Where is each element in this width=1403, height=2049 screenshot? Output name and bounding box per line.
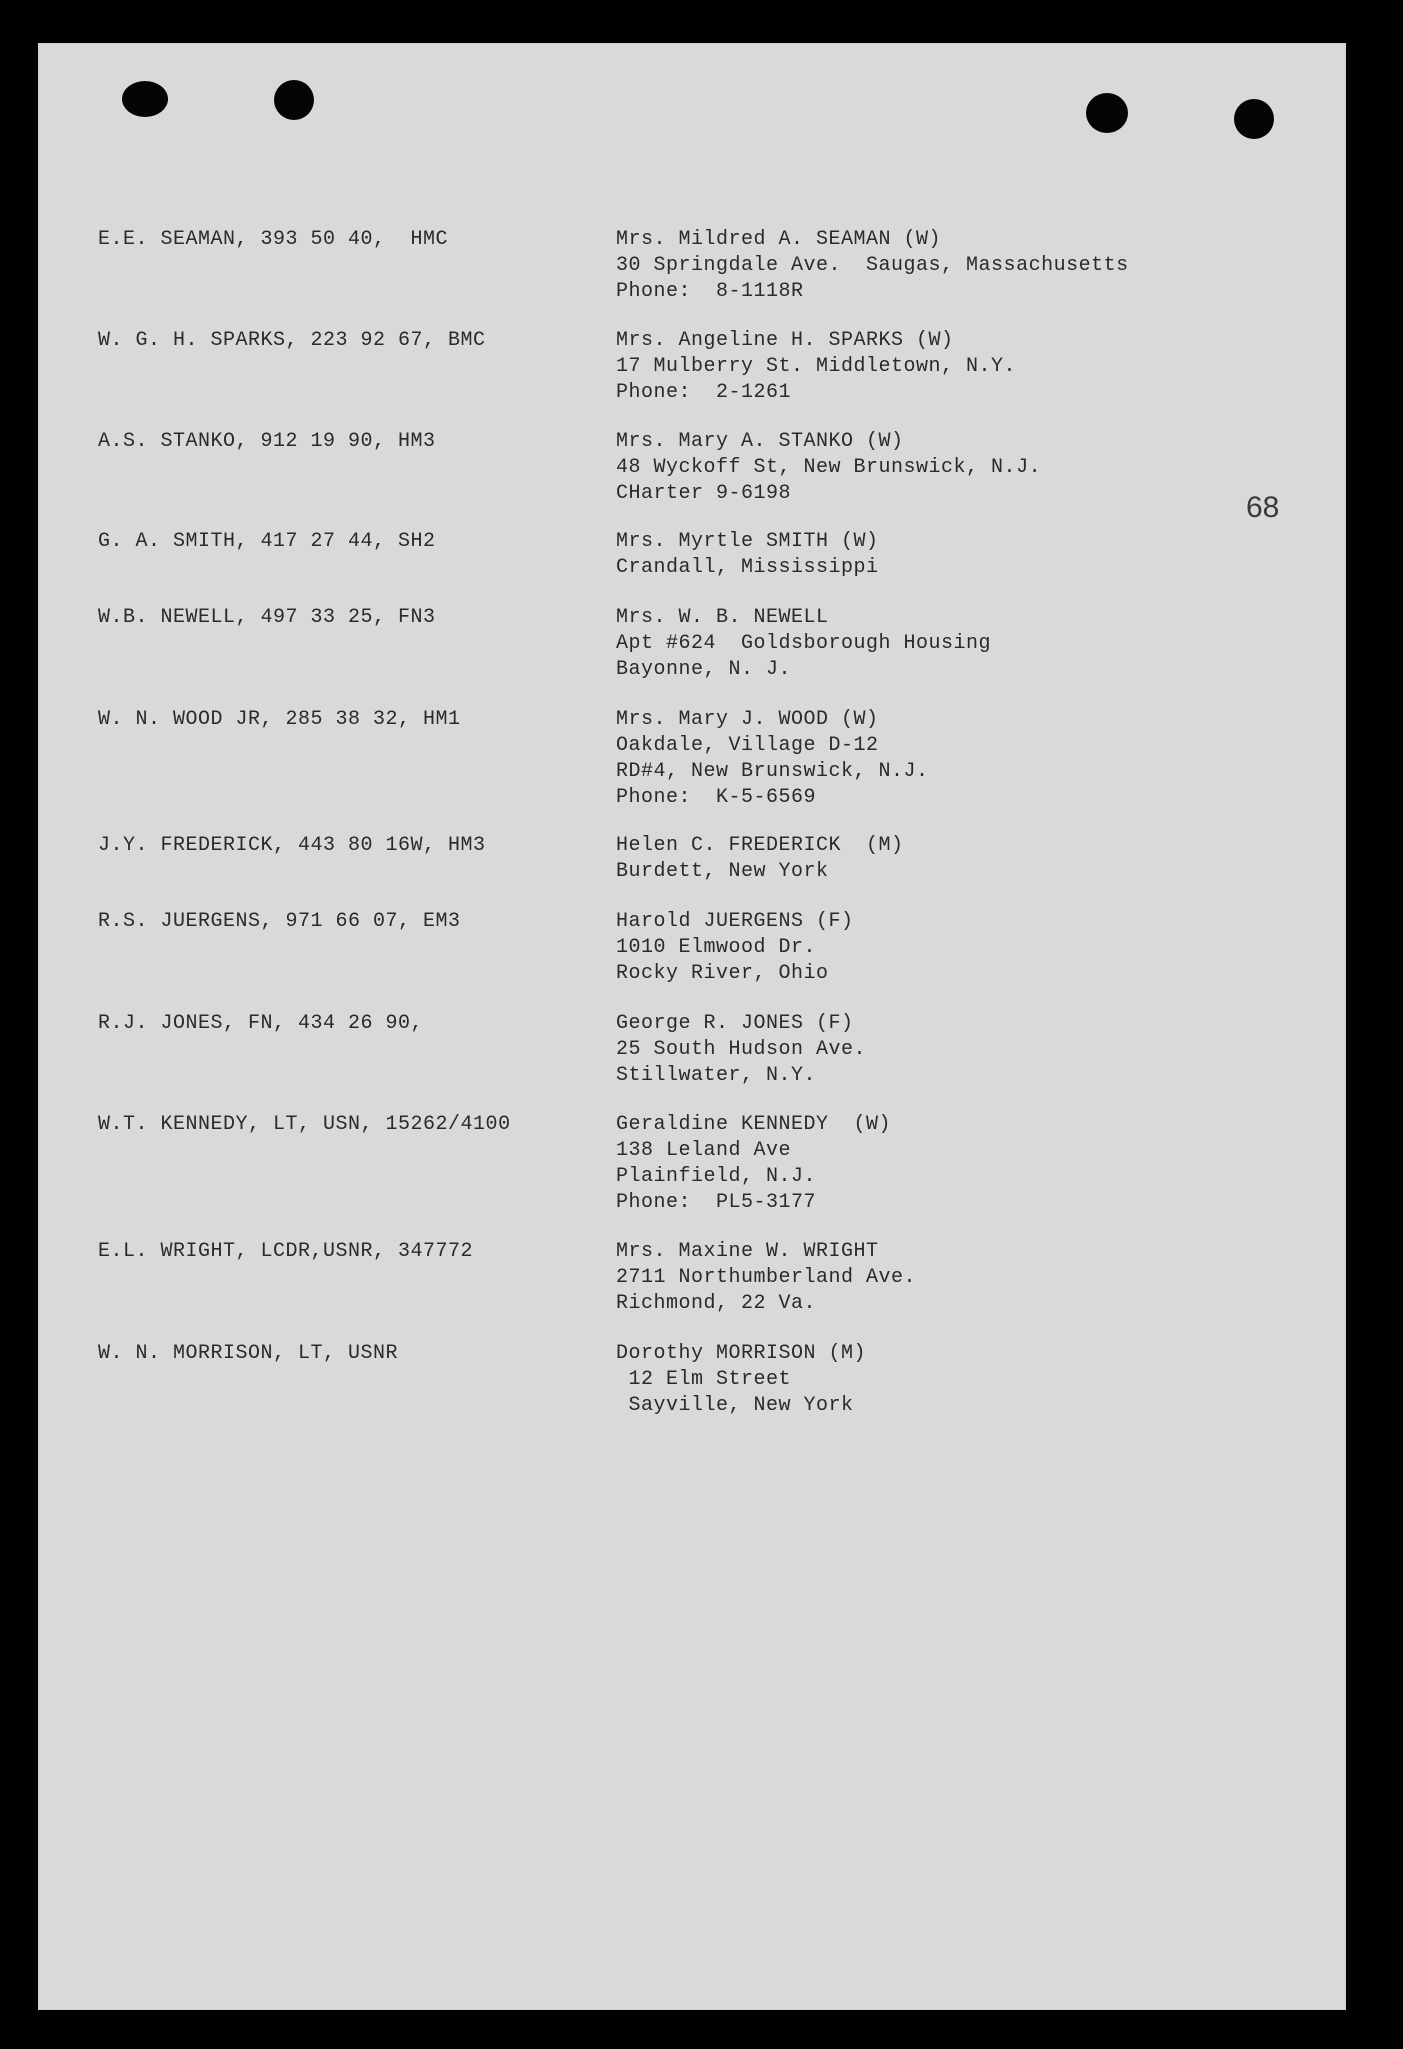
contact-line: Mrs. Maxine W. WRIGHT bbox=[616, 1240, 879, 1263]
contact-line: Mrs. W. B. NEWELL bbox=[616, 606, 829, 629]
punch-hole bbox=[1234, 99, 1274, 139]
next-of-kin bbox=[616, 707, 929, 811]
contact-line: Mrs. Myrtle SMITH (W) bbox=[616, 530, 879, 553]
next-of-kin bbox=[616, 605, 991, 683]
serviceman-name: R.S. JUERGENS, 971 66 07, EM3 bbox=[98, 910, 461, 933]
contact-line: Plainfield, N.J. bbox=[616, 1165, 817, 1188]
serviceman-name: W.B. NEWELL, 497 33 25, FN3 bbox=[98, 606, 436, 629]
contact-line: RD#4, New Brunswick, N.J. bbox=[616, 760, 929, 783]
serviceman-name: W. N. MORRISON, LT, USNR bbox=[98, 1342, 399, 1365]
next-of-kin bbox=[616, 1341, 866, 1419]
contact-line: 30 Springdale Ave. Saugas, Massachusetts bbox=[616, 254, 1129, 277]
punch-hole bbox=[1086, 93, 1128, 133]
next-of-kin bbox=[616, 1239, 916, 1317]
contact-line: 1010 Elmwood Dr. bbox=[616, 936, 817, 959]
contact-line: Richmond, 22 Va. bbox=[616, 1292, 817, 1315]
contact-line: Mrs. Mary A. STANKO (W) bbox=[616, 430, 904, 453]
contact-line: Mrs. Angeline H. SPARKS (W) bbox=[616, 329, 954, 352]
punch-hole bbox=[122, 81, 168, 117]
contact-line: George R. JONES (F) bbox=[616, 1012, 854, 1035]
contact-line: Geraldine KENNEDY (W) bbox=[616, 1113, 892, 1136]
serviceman-name: W. N. WOOD JR, 285 38 32, HM1 bbox=[98, 708, 461, 731]
serviceman-name: E.L. WRIGHT, LCDR,USNR, 347772 bbox=[98, 1240, 474, 1263]
page-number: 68 bbox=[1246, 491, 1280, 524]
contact-line: Phone: K-5-6569 bbox=[616, 786, 817, 809]
contact-line: Sayville, New York bbox=[616, 1394, 854, 1417]
serviceman-name: G. A. SMITH, 417 27 44, SH2 bbox=[98, 530, 436, 553]
contact-line: Mrs. Mary J. WOOD (W) bbox=[616, 708, 879, 731]
contact-line: Burdett, New York bbox=[616, 860, 829, 883]
next-of-kin bbox=[616, 328, 1016, 406]
punch-hole bbox=[274, 80, 314, 120]
next-of-kin bbox=[616, 909, 854, 987]
contact-line: Rocky River, Ohio bbox=[616, 962, 829, 985]
next-of-kin bbox=[616, 529, 879, 581]
contact-line: Mrs. Mildred A. SEAMAN (W) bbox=[616, 228, 942, 251]
serviceman-name: A.S. STANKO, 912 19 90, HM3 bbox=[98, 430, 436, 453]
serviceman-name: R.J. JONES, FN, 434 26 90, bbox=[98, 1012, 424, 1035]
contact-line: Stillwater, N.Y. bbox=[616, 1064, 817, 1087]
serviceman-name: E.E. SEAMAN, 393 50 40, HMC bbox=[98, 228, 449, 251]
contact-line: Phone: PL5-3177 bbox=[616, 1191, 817, 1214]
contact-line: 48 Wyckoff St, New Brunswick, N.J. bbox=[616, 456, 1042, 479]
serviceman-name: J.Y. FREDERICK, 443 80 16W, HM3 bbox=[98, 834, 486, 857]
next-of-kin bbox=[616, 833, 904, 885]
contact-line: Harold JUERGENS (F) bbox=[616, 910, 854, 933]
next-of-kin bbox=[616, 227, 1129, 305]
serviceman-name: W.T. KENNEDY, LT, USN, 15262/4100 bbox=[98, 1113, 511, 1136]
contact-line: CHarter 9-6198 bbox=[616, 482, 792, 505]
contact-line: 25 South Hudson Ave. bbox=[616, 1038, 867, 1061]
contact-line: 12 Elm Street bbox=[616, 1368, 792, 1391]
contact-line: Crandall, Mississippi bbox=[616, 556, 879, 579]
contact-line: Phone: 2-1261 bbox=[616, 381, 792, 404]
next-of-kin bbox=[616, 1112, 891, 1216]
contact-line: 17 Mulberry St. Middletown, N.Y. bbox=[616, 355, 1017, 378]
contact-line: Dorothy MORRISON (M) bbox=[616, 1342, 867, 1365]
serviceman-name: W. G. H. SPARKS, 223 92 67, BMC bbox=[98, 329, 486, 352]
next-of-kin bbox=[616, 429, 1041, 507]
contact-line: 138 Leland Ave bbox=[616, 1139, 792, 1162]
contact-line: Phone: 8-1118R bbox=[616, 280, 804, 303]
document-page bbox=[38, 43, 1346, 2010]
contact-line: Helen C. FREDERICK (M) bbox=[616, 834, 904, 857]
contact-line: 2711 Northumberland Ave. bbox=[616, 1266, 917, 1289]
contact-line: Apt #624 Goldsborough Housing bbox=[616, 632, 992, 655]
next-of-kin bbox=[616, 1011, 866, 1089]
contact-line: Oakdale, Village D-12 bbox=[616, 734, 879, 757]
contact-line: Bayonne, N. J. bbox=[616, 658, 792, 681]
